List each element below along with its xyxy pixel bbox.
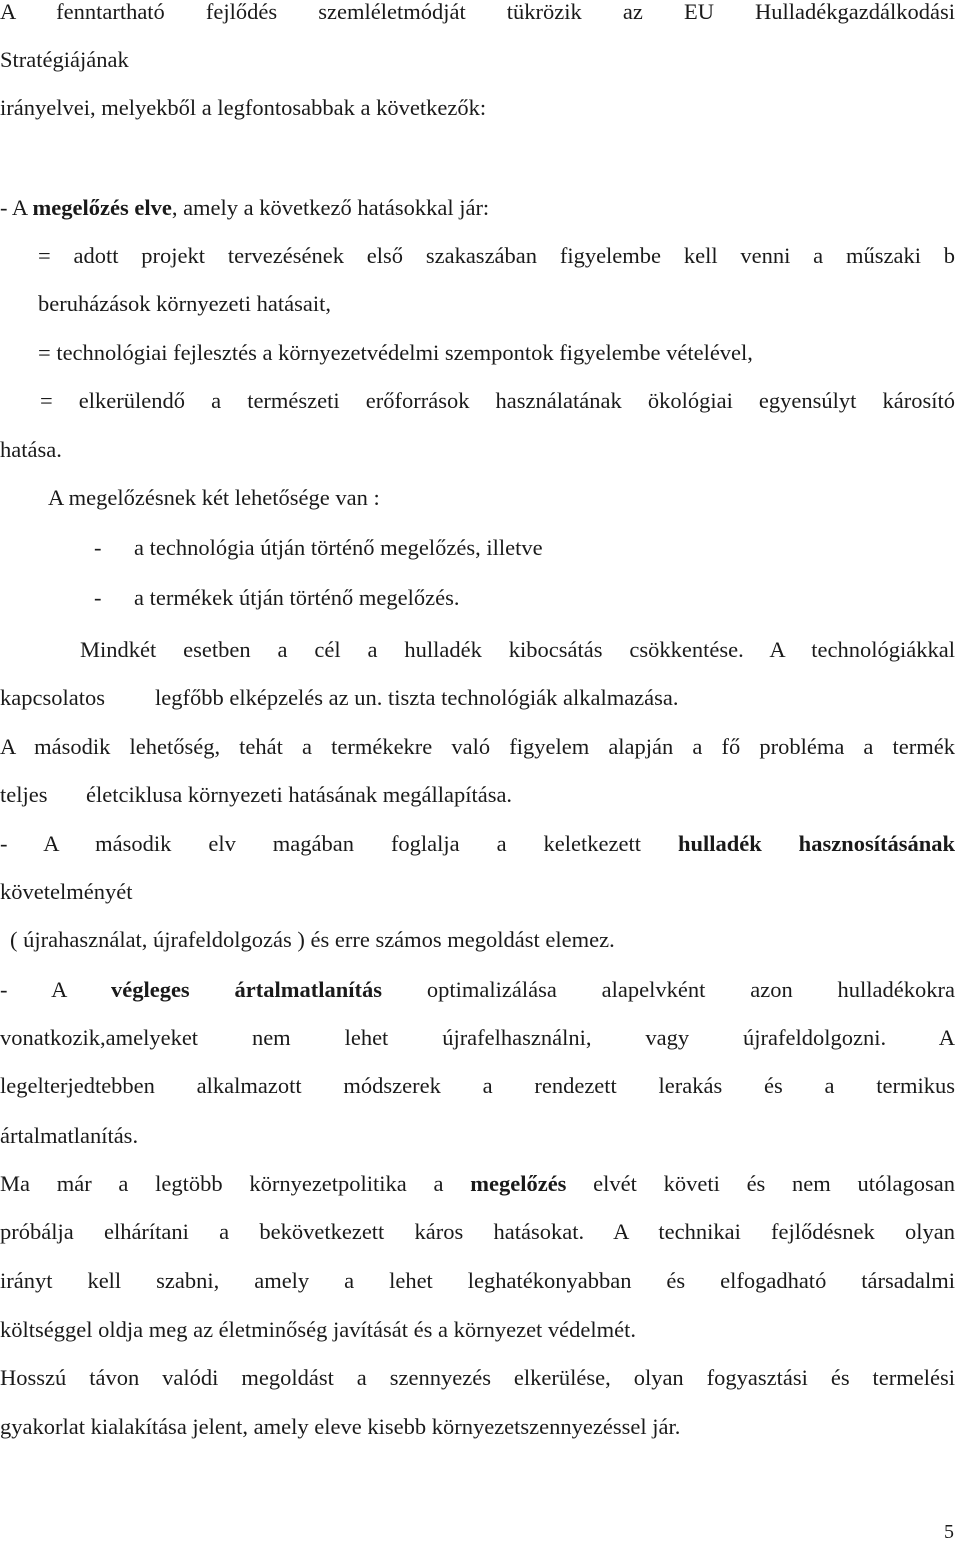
text-line: kapcsolatos legfőbb elképzelés az un. tiszta technológiák alkalmazása. bbox=[0, 685, 679, 710]
text-line: Ma már a legtöbb környezetpolitika a megelőzés elvét követi és nem utólagosan bbox=[0, 1171, 955, 1196]
text-line: költséggel oldja meg az életminőség javítását és a környezet védelmét. bbox=[0, 1317, 637, 1342]
text-line: A második lehetőség, tehát a termékekre való figyelem alapján a fő probléma a termék bbox=[0, 734, 955, 759]
text-line: próbálja elhárítani a bekövetkezett káros hatásokat. A technikai fejlődésnek olyan bbox=[0, 1219, 955, 1244]
text-line: legelterjedtebben alkalmazott módszerek a rendezett lerakás és a termikus bbox=[0, 1073, 955, 1098]
bold-term: megelőzés bbox=[470, 1171, 567, 1196]
text-line: hatása. bbox=[0, 437, 62, 462]
page-number: 5 bbox=[944, 1521, 954, 1543]
text-line: Mindkét esetben a cél a hulladék kibocsátás csökkentése. A technológiákkal bbox=[80, 637, 955, 662]
bold-term: megelőzés elve bbox=[32, 195, 172, 220]
bold-term: hulladék hasznosításának bbox=[677, 831, 955, 856]
text-line: ártalmatlanítás. bbox=[0, 1123, 139, 1148]
text-line: irányelvei, melyekből a legfontosabbak a következők: bbox=[0, 95, 487, 120]
text-line: A fenntartható fejlődés szemléletmódját tükrözik az EU Hulladékgazdálkodási bbox=[0, 0, 955, 24]
principle-heading: - A megelőzés elve, amely a következő hatásokkal jár: bbox=[0, 195, 490, 220]
text-line: vonatkozik,amelyeket nem lehet újrafelhasználni, vagy újrafeldolgozni. A bbox=[0, 1025, 955, 1050]
list-item: - a termékek útján történő megelőzés. bbox=[94, 585, 460, 610]
text-line: követelményét bbox=[0, 879, 133, 904]
text-line: gyakorlat kialakítása jelent, amely eleve kisebb környezetszennyezéssel jár. bbox=[0, 1414, 681, 1439]
text-line: A megelőzésnek két lehetősége van : bbox=[48, 485, 380, 510]
text-line: irányt kell szabni, amely a lehet leghatékonyabban és elfogadható társadalmi bbox=[0, 1268, 955, 1293]
list-item: - a technológia útján történő megelőzés, illetve bbox=[94, 535, 543, 560]
text-line: ( újrahasználat, újrafeldolgozás ) és erre számos megoldást elemez. bbox=[10, 927, 615, 952]
principle-heading: - A végleges ártalmatlanítás optimalizálása alapelvként azon hulladékokra bbox=[0, 977, 956, 1002]
text-line: Hosszú távon valódi megoldást a szennyezés elkerülése, olyan fogyasztási és termelési bbox=[0, 1365, 955, 1390]
text-line: = technológiai fejlesztés a környezetvédelmi szempontok figyelembe vételével, bbox=[38, 340, 753, 365]
text-line: = elkerülendő a természeti erőforrások használatának ökológiai egyensúlyt károsító bbox=[40, 388, 955, 413]
text-line: teljes életciklusa környezeti hatásának megállapítása. bbox=[0, 782, 513, 807]
text-line: beruházások környezeti hatásait, bbox=[38, 291, 331, 316]
principle-heading: - A második elv magában foglalja a keletkezett hulladék hasznosításának bbox=[0, 831, 955, 856]
text-line: Stratégiájának bbox=[0, 47, 129, 72]
bold-term: végleges ártalmatlanítás bbox=[110, 977, 383, 1002]
text-line: = adott projekt tervezésének első szakaszában figyelembe kell venni a műszaki b bbox=[38, 243, 955, 268]
